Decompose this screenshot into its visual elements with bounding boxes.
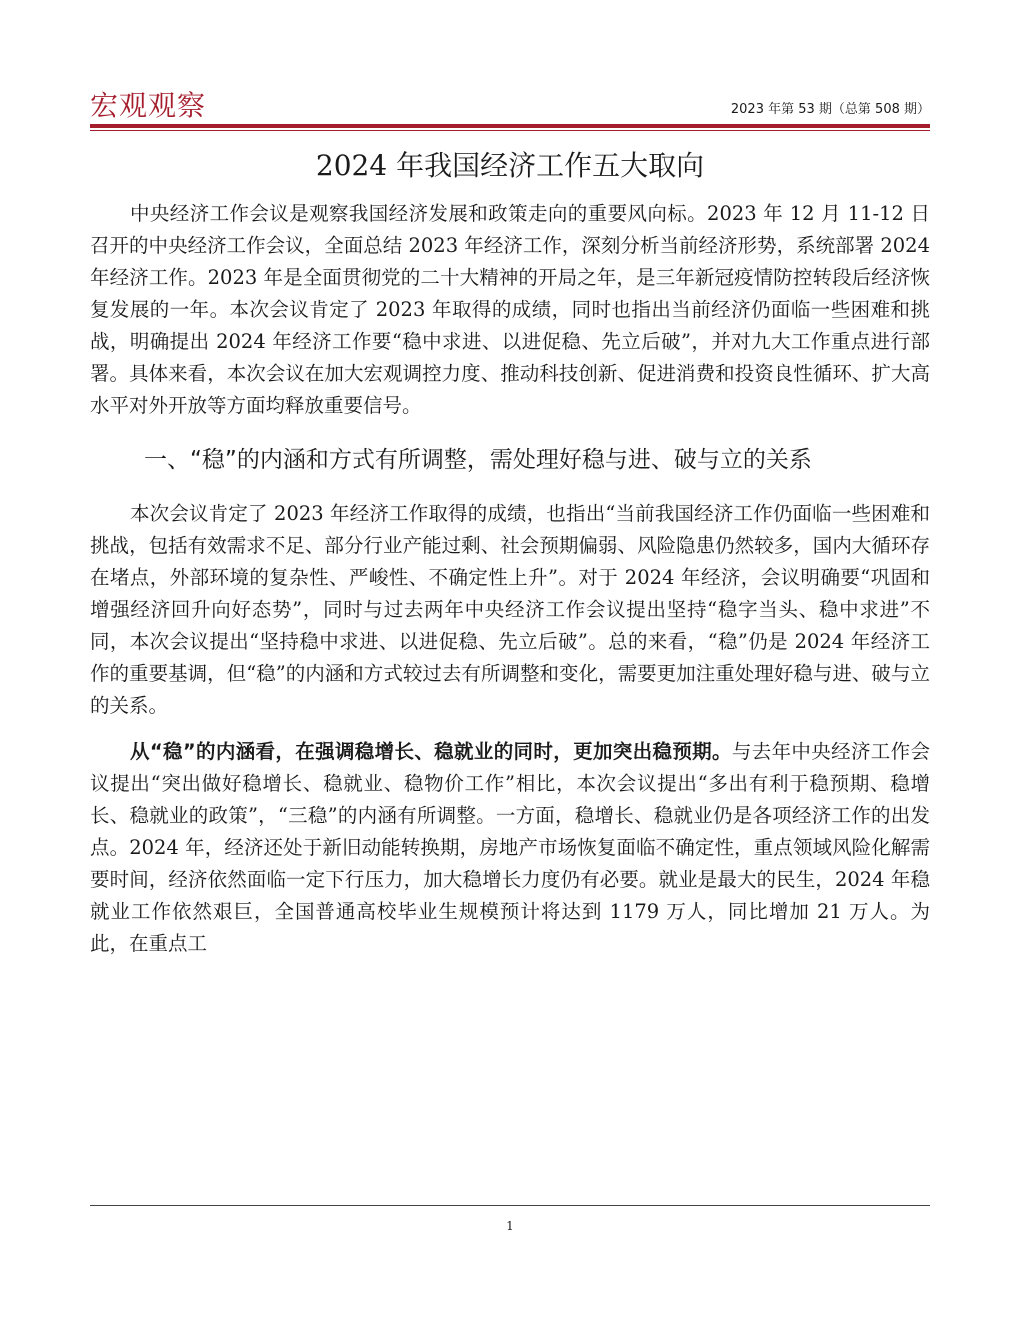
section1-paragraph-2 — [90, 736, 930, 960]
issue-number: 2023 年第 53 期（总第 508 期） — [730, 102, 930, 117]
section-heading-1: 一、“稳”的内涵和方式有所调整，需处理好稳与进、破与立的关系 — [144, 447, 812, 473]
document-title: 2024 年我国经济工作五大取向 — [315, 149, 705, 182]
intro-paragraph: 中央经济工作会议是观察我国经济发展和政策走向的重要风向标。2023 年 12 月 11-12 日召开的中央经济工作会议，全面总结 2023 年经济工作，深刻分析当前经济形势，系统部署 2024 年经济工作。2023 年是全面贯彻党的二十大精神的开局之年，是三年新冠疫情防控转段后经济恢复发展的一年。本次会议肯定了 2023 年取得的成绩，同时也指出当前经济仍面临一些困难和挑战，明确提出 2024 年经济工作要“稳中求进、以进促稳、先立后破”，并对九大工作重点进行部署。具体来看，本次会议在加大宏观调控力度、推动科技创新、促进消费和投资良性循环、扩大高水平对外开放等方面均释放重要信号。 — [90, 202, 930, 417]
publication-brand: 宏观观察 — [90, 89, 207, 122]
document-body — [90, 198, 930, 960]
header-divider — [90, 124, 930, 128]
header-divider-thin — [90, 130, 930, 131]
section1-paragraph-1: 本次会议肯定了 2023 年经济工作取得的成绩，也指出“当前我国经济工作仍面临一些困难和挑战，包括有效需求不足、部分行业产能过剩、社会预期偏弱、风险隐患仍然较多，国内大循环存在堵点，外部环境的复杂性、严峻性、不确定性上升”。对于 2024 年经济，会议明确要“巩固和增强经济回升向好态势”，同时与过去两年中央经济工作会议提出坚持“稳字当头、稳中求进”不同，本次会议提出“坚持稳中求进、以进促稳、先立后破”。总的来看，“稳”仍是 2024 年经济工作的重要基调，但“稳”的内涵和方式较过去有所调整和变化，需要更加注重处理好稳与进、破与立的关系。 — [90, 502, 930, 717]
paragraph-body-text: 与去年中央经济工作会议提出“突出做好稳增长、稳就业、稳物价工作”相比，本次会议提出“多出有利于稳预期、稳增长、稳就业的政策”，“三稳”的内涵有所调整。一方面，稳增长、稳就业仍是各项经济工作的出发点。2024 年，经济还处于新旧动能转换期，房地产市场恢复面临不确定性，重点领域风险化解需要时间，经济依然面临一定下行压力，加大稳增长力度仍有必要。就业是最大的民生，2024 年稳就业工作依然艰巨，全国普通高校毕业生规模预计将达到 1179 万人，同比增加 21 万人。为此，在重点工 — [90, 740, 930, 955]
paragraph-lead-sentence: 从“稳”的内涵看，在强调稳增长、稳就业的同时，更加突出稳预期。 — [130, 740, 732, 763]
footer-divider — [90, 1205, 930, 1206]
page-number: 1 — [506, 1219, 514, 1233]
